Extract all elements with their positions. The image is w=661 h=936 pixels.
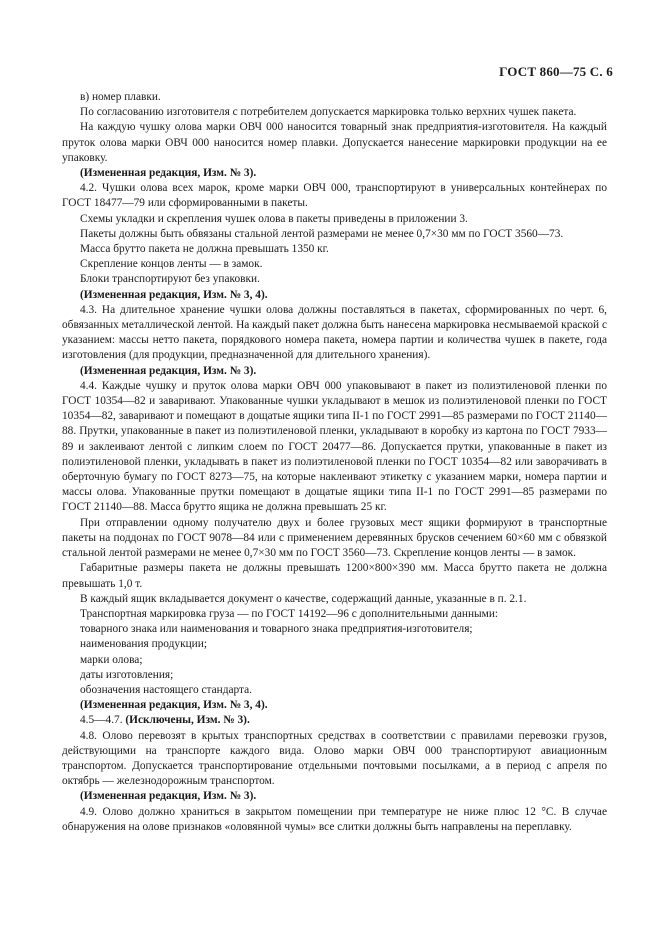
- paragraph: 4.4. Каждые чушку и пруток олова марки ОВЧ 000 упаковывают в пакет из полиэтиленовой пленки по ГОСТ 10354—82 и заваривают. Упакованные чушки укладывают в мешок из полиэтиленовой пленки по ГОСТ 10354—82, заваривают и помещают в дощатые ящики типа II-1 по ГОСТ 2991—85 размерами по ГОСТ 21140—88. Прутки, упакованные в пакет из полиэтиленовой пленки, укладывают в коробку из картона по ГОСТ 7933—89 и заклеивают лентой с липким слоем по ГОСТ 20477—86. Допускается прутки, упакованные в пакет из полиэтиленовой пленки, укладывать в пакет из полиэтиленовой пленки по ГОСТ 10354—82 или заворачивать в оберточную бумагу по ГОСТ 8273—75, на которые наклеивают этикетку с указанием марки, номера партии и массы олова. Упакованные прутки помещают в дощатые ящики типа II-1 по ГОСТ 2991—85 размерами по ГОСТ 21140—88. Масса брутто ящика не должна превышать 25 кг.: [62, 379, 607, 514]
- paragraph: в) номер плавки.: [80, 91, 161, 103]
- paragraph: марки олова;: [80, 653, 143, 666]
- page-header: ГОСТ 860—75 С. 6: [499, 64, 613, 79]
- paragraph: По согласованию изготовителя с потребителем допускается маркировка только верхних чушек пакета.: [80, 106, 577, 119]
- paragraph: Схемы укладки и скрепления чушек олова в пакеты приведены в приложении 3.: [80, 212, 468, 225]
- paragraph: 4.3. На длительное хранение чушки олова должны поставляться в пакетах, сформированных по черт. 6, обвязанных металлической лентой. На каждый пакет должна быть нанесена маркировка несмываемой краской с указанием: массы нетто пакета, порядкового номера пакета, номера партии и количества чушек в пакете, года изготовления (для продукции, предназначенной для длительного хранения).: [62, 303, 607, 362]
- paragraph: 4.9. Олово должно храниться в закрытом помещении при температуре не ниже плюс 12 °С. В случае обнаружения на олове признаков «оловянной чумы» все слитки должны быть направлены на переплавку.: [62, 805, 607, 833]
- paragraph: Скрепление концов ленты — в замок.: [80, 258, 263, 271]
- paragraph: даты изготовления;: [80, 668, 174, 681]
- amendment-note: (Измененная редакция, Изм. № 3).: [80, 364, 257, 377]
- paragraph: Масса брутто пакета не должна превышать 1350 кг.: [80, 243, 329, 256]
- paragraph: На каждую чушку олова марки ОВЧ 000 наносится товарный знак предприятия-изготовителя. На каждый пруток олова марки ОВЧ 000 наносится номер плавки. Допускается нанесение маркировки продукции на ее упаковку.: [62, 121, 607, 164]
- amendment-note: (Измененная редакция, Изм. № 3).: [80, 790, 257, 803]
- amendment-note: (Измененная редакция, Изм. № 3, 4).: [80, 699, 268, 712]
- paragraph: обозначения настоящего стандарта.: [80, 683, 252, 696]
- amendment-note: (Измененная редакция, Изм. № 3).: [80, 167, 257, 180]
- paragraph: Пакеты должны быть обвязаны стальной лентой размерами не менее 0,7×30 мм по ГОСТ 3560—73.: [80, 227, 564, 240]
- paragraph: наименования продукции;: [80, 638, 207, 651]
- paragraph: В каждый ящик вкладывается документ о качестве, содержащий данные, указанные в п. 2.1.: [80, 592, 527, 605]
- paragraph: товарного знака или наименования и товарного знака предприятия-изготовителя;: [80, 623, 473, 636]
- paragraph: При отправлении одному получателю двух и более грузовых мест ящики формируют в транспортные пакеты на поддонах по ГОСТ 9078—84 или с применением деревянных брусков сечением 60×60 мм с обвязкой стальной лентой размерами не менее 0,7×30 мм по ГОСТ 3560—73. Скрепление концов ленты — в замок.: [62, 516, 607, 560]
- document-body: [62, 90, 607, 835]
- paragraph: 4.5—4.7. (Исключены, Изм. № 3).: [80, 714, 250, 727]
- paragraph: Транспортная маркировка груза — по ГОСТ 14192—96 с дополнительными данными:: [80, 607, 499, 620]
- paragraph: Блоки транспортируют без упаковки.: [80, 273, 260, 286]
- paragraph: 4.8. Олово перевозят в крытых транспортных средствах в соответствии с правилами перевозки грузов, действующими на транспорте каждого вида. Олово марки ОВЧ 000 транспортируют авиационным транспортом. Допускается транспортирование отдельными почтовыми посылками, а в период с апреля по октябрь — железнодорожным транспортом.: [62, 729, 607, 788]
- paragraph: Габаритные размеры пакета не должны превышать 1200×800×390 мм. Масса брутто пакета не должна превышать 1,0 т.: [62, 562, 607, 590]
- paragraph: 4.2. Чушки олова всех марок, кроме марки ОВЧ 000, транспортируют в универсальных контейнерах по ГОСТ 18477—79 или сформированными в пакеты.: [62, 182, 607, 210]
- amendment-note: (Измененная редакция, Изм. № 3, 4).: [80, 288, 268, 301]
